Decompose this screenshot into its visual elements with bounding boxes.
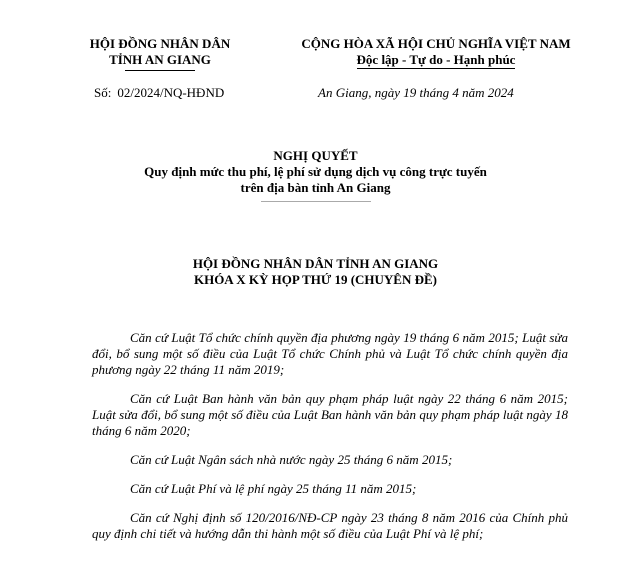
country-name: CỘNG HÒA XÃ HỘI CHỦ NGHĨA VIỆT NAM bbox=[301, 36, 571, 51]
council-session: KHÓA X KỲ HỌP THỨ 19 (CHUYÊN ĐỀ) bbox=[193, 272, 438, 287]
document-number-value: 02/2024/NQ-HĐND bbox=[117, 85, 225, 100]
document-type: NGHỊ QUYẾT bbox=[273, 148, 358, 163]
title-divider bbox=[261, 201, 371, 202]
national-motto bbox=[288, 36, 584, 69]
authority-province: TỈNH AN GIANG bbox=[109, 52, 211, 67]
legal-basis-paragraph: Căn cứ Luật Ngân sách nhà nước ngày 25 tháng 6 năm 2015; bbox=[130, 452, 453, 467]
document-date: An Giang, ngày 19 tháng 4 năm 2024 bbox=[318, 85, 514, 100]
title-line-2: trên địa bàn tỉnh An Giang bbox=[240, 180, 391, 195]
document-number bbox=[94, 85, 224, 101]
legal-basis-paragraph: Căn cứ Nghị định số 120/2016/NĐ-CP ngày 23 tháng 8 năm 2016 của Chính phủ quy định chi tiết và hướng dẫn thi hành một số điều của Luật Phí và lệ phí; bbox=[92, 510, 568, 541]
title-line-1: Quy định mức thu phí, lệ phí sử dụng dịch vụ công trực tuyến bbox=[144, 164, 487, 179]
legal-basis-paragraph: Căn cứ Luật Phí và lệ phí ngày 25 tháng 11 năm 2015; bbox=[130, 481, 417, 496]
legal-basis-paragraph: Căn cứ Luật Ban hành văn bản quy phạm pháp luật ngày 22 tháng 6 năm 2015; Luật sửa đổi, bổ sung một số điều của Luật Ban hành văn bản quy phạm pháp luật ngày 18 tháng 6 năm 2020; bbox=[92, 391, 568, 438]
authority-underline bbox=[125, 70, 195, 71]
document-body bbox=[92, 330, 568, 555]
motto-text: Độc lập - Tự do - Hạnh phúc bbox=[356, 52, 516, 67]
document-number-prefix: Số: bbox=[94, 85, 112, 100]
authority-name: HỘI ĐỒNG NHÂN DÂN bbox=[89, 36, 231, 51]
document-title bbox=[0, 148, 631, 202]
issuing-authority bbox=[60, 36, 260, 71]
legal-basis-paragraph: Căn cứ Luật Tổ chức chính quyền địa phương ngày 19 tháng 6 năm 2015; Luật sửa đổi, bổ sung một số điều của Luật Tổ chức Chính phủ và Luật Tổ chức chính quyền địa phương ngày 22 tháng 11 năm 2019; bbox=[92, 330, 568, 377]
council-name: HỘI ĐỒNG NHÂN DÂN TỈNH AN GIANG bbox=[192, 256, 439, 271]
council-heading bbox=[0, 256, 631, 288]
